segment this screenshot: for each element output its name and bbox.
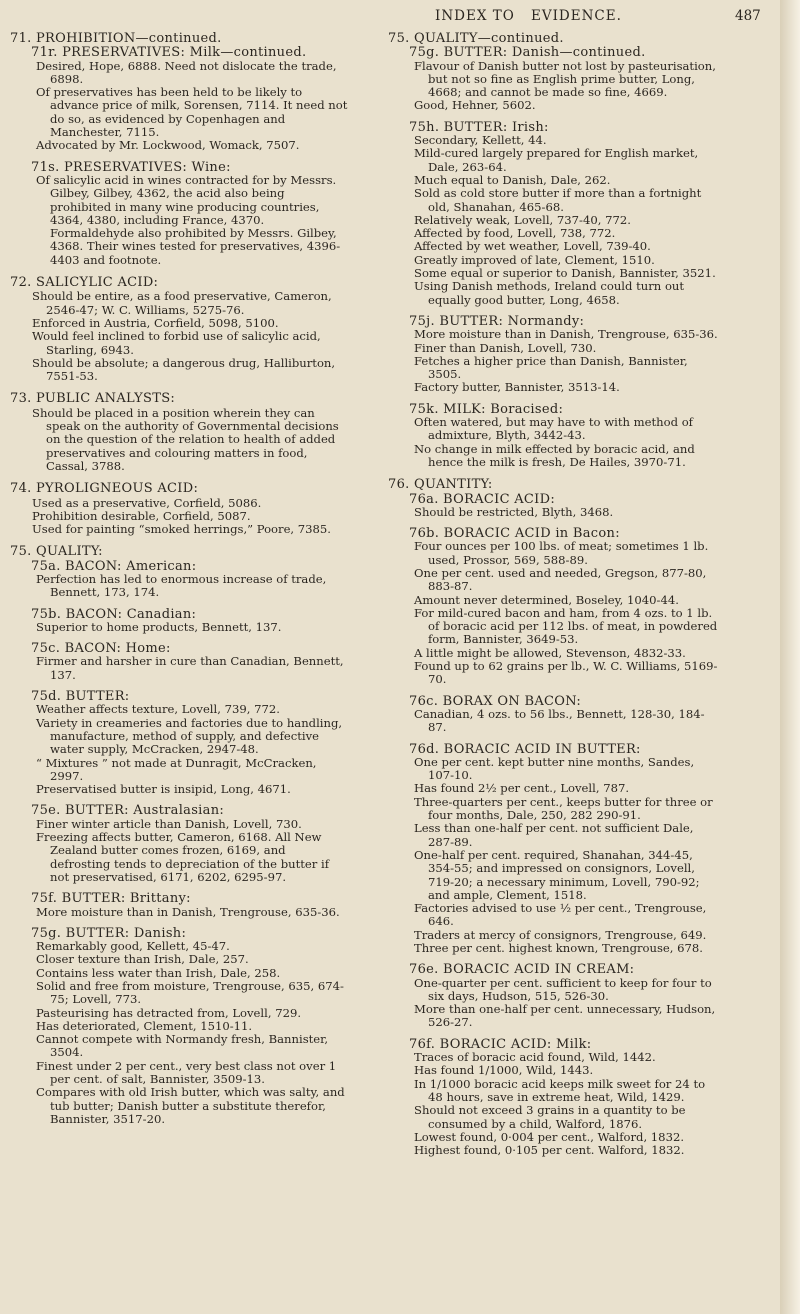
sub-entry-heading: 75g. BUTTER: Danish—continued. bbox=[409, 45, 646, 61]
sub-entry-line: Desired, Hope, 6888. Need not dislocate the trade, 6898. bbox=[36, 58, 337, 86]
entry-line: Should be absolute; a dangerous drug, Halliburton, 7551-53. bbox=[32, 355, 336, 384]
sub-entry-line: Flavour of Danish butter not lost by pasteurisation, but not so fine as English prime butter, Long, 4668; and cannot be made so fine, 4669. bbox=[414, 58, 716, 100]
sub-entry-line: Pasteurising has detracted from, Lovell, 729. bbox=[36, 1005, 302, 1020]
sub-entry-heading: 75h. BUTTER: Irish: bbox=[409, 119, 549, 135]
sub-entry-heading: 75k. MILK: Boracised: bbox=[409, 401, 564, 417]
sub-entry-line: Advocated by Mr. Lockwood, Womack, 7507. bbox=[36, 138, 300, 153]
sub-entry-line: Compares with old Irish butter, which was salty, and tub butter; Danish butter a substitute therefor, Bannister, 3517-20. bbox=[36, 1085, 345, 1126]
sub-entry-line: Sold as cold store butter if more than a fortnight old, Shanahan, 465-68. bbox=[414, 186, 702, 214]
sub-entry-line: Found up to 62 grains per lb., W. C. Williams, 5169-70. bbox=[414, 659, 718, 687]
sub-entry-line: Finer winter article than Danish, Lovell, 730. bbox=[36, 816, 302, 831]
sub-entry-line: Of preservatives has been held to be likely to advance price of milk, Sorensen, 7114. It need not do so, as evidenced by Copenhagen and Manchester, 7115. bbox=[36, 85, 348, 140]
page-number: 487 bbox=[735, 8, 761, 24]
sub-entry-line: One per cent. kept butter nine months, Sandes, 107-10. bbox=[414, 754, 695, 783]
sub-entry-line: Of salicylic acid in wines contracted for by Messrs. Gilbey, Gilbey, 4362, the acid also being prohibited in many wine producing countries, 4364, 4380, including France, 4370. Formaldehyde also prohibited by Messrs. Gilbey, 4368. Their wines tested for preservatives, 4396-4403 and footnote. bbox=[36, 172, 341, 267]
entry-heading: 76. QUANTITY: bbox=[388, 477, 493, 493]
sub-entry bbox=[10, 927, 348, 1126]
sub-entry-line: Finest under 2 per cent., very best class not over 1 per cent. of salt, Bannister, 3509-13. bbox=[36, 1058, 337, 1087]
sub-entry-line: Less than one-half per cent. not sufficient Dale, 287-89. bbox=[414, 821, 694, 849]
sub-entry-heading: 75f. BUTTER: Brittany: bbox=[31, 891, 191, 907]
sub-entry bbox=[10, 46, 348, 152]
right-column bbox=[388, 32, 722, 1166]
sub-entry-line: Has found 2½ per cent., Lovell, 787. bbox=[414, 781, 630, 796]
entry-heading: 72. SALICYLIC ACID: bbox=[10, 275, 159, 291]
header-left: INDEX TO bbox=[435, 8, 515, 24]
sub-entry-line: Using Danish methods, Ireland could turn out equally good butter, Long, 4658. bbox=[414, 279, 685, 307]
index-entry bbox=[388, 32, 722, 469]
sub-entry-heading: 71s. PRESERVATIVES: Wine: bbox=[31, 159, 231, 175]
sub-entry-line: Traders at mercy of consignors, Trengrouse, 649. bbox=[414, 927, 707, 942]
sub-entry-line: One-half per cent. required, Shanahan, 344-45, 354-55; and impressed on consignors, Lovell, 719-20; a necessary minimum, Lovell, 790-92; and ample, Clement, 1518. bbox=[414, 847, 700, 902]
sub-entry-heading: 75c. BACON: Home: bbox=[31, 641, 171, 657]
sub-entry-line: Factories advised to use ½ per cent., Trengrouse, 646. bbox=[414, 901, 707, 929]
sub-entry-heading: 76f. BORACIC ACID: Milk: bbox=[409, 1036, 592, 1052]
entry-line: Enforced in Austria, Corfield, 5098, 5100. bbox=[32, 315, 279, 330]
sub-entry-line: Freezing affects butter, Cameron, 6168. All New Zealand butter comes frozen, 6169, and defrosting tends to depreciation of the butter if not preservatised, 6171, 6202, 6295-97. bbox=[36, 830, 329, 884]
index-entry bbox=[10, 545, 348, 1126]
sub-entry-heading: 76a. BORACIC ACID: bbox=[409, 491, 556, 507]
sub-entry-line: Has deteriorated, Clement, 1510-11. bbox=[36, 1018, 253, 1033]
sub-entry bbox=[388, 963, 722, 1029]
sub-entry-line: Greatly improved of late, Clement, 1510. bbox=[414, 252, 655, 267]
sub-entry bbox=[10, 642, 348, 682]
sub-entry-line: Solid and free from moisture, Trengrouse, 635, 674-75; Lovell, 773. bbox=[36, 979, 344, 1007]
sub-entry-heading: 76e. BORACIC ACID IN CREAM: bbox=[409, 962, 635, 978]
sub-entry bbox=[10, 804, 348, 884]
sub-entry-line: Mild-cured largely prepared for English market, Dale, 263-64. bbox=[414, 146, 699, 174]
index-entry bbox=[10, 32, 348, 267]
sub-entry-line: Fetches a higher price than Danish, Bannister, 3505. bbox=[414, 353, 688, 382]
index-entry bbox=[388, 478, 722, 1157]
sub-entry bbox=[388, 121, 722, 307]
sub-entry-line: More moisture than in Danish, Trengrouse, 635-36. bbox=[36, 904, 340, 919]
sub-entry-line: A little might be allowed, Stevenson, 4832-33. bbox=[414, 645, 686, 660]
sub-entry-line: Remarkably good, Kellett, 45-47. bbox=[36, 939, 230, 954]
sub-entry bbox=[388, 743, 722, 956]
sub-entry-line: Cannot compete with Normandy fresh, Bannister, 3504. bbox=[36, 1032, 329, 1060]
entry-heading: 75. QUALITY: bbox=[10, 544, 103, 560]
sub-entry-heading: 76d. BORACIC ACID IN BUTTER: bbox=[409, 741, 641, 757]
sub-entry-line: Should not exceed 3 grains in a quantity to be consumed by a child, Walford, 1876. bbox=[414, 1103, 686, 1131]
sub-entry bbox=[388, 46, 722, 112]
index-entry bbox=[10, 482, 348, 536]
sub-entry-heading: 71r. PRESERVATIVES: Milk—continued. bbox=[31, 45, 307, 61]
sub-entry-line: Weather affects texture, Lovell, 739, 772. bbox=[36, 702, 280, 717]
sub-entry-heading: 75b. BACON: Canadian: bbox=[31, 606, 197, 622]
sub-entry-line: Contains less water than Irish, Dale, 258. bbox=[36, 965, 281, 980]
sub-entry bbox=[388, 527, 722, 687]
sub-entry-line: More moisture than in Danish, Trengrouse, 635-36. bbox=[414, 327, 718, 342]
sub-entry-heading: 75a. BACON: American: bbox=[31, 558, 197, 574]
sub-entry-line: Some equal or superior to Danish, Bannister, 3521. bbox=[414, 266, 716, 281]
sub-entry-line: Four ounces per 100 lbs. of meat; sometimes 1 lb. used, Prossor, 569, 588-89. bbox=[414, 539, 709, 567]
sub-entry bbox=[388, 403, 722, 469]
sub-entry-line: Should be restricted, Blyth, 3468. bbox=[414, 504, 614, 519]
entry-heading: 71. PROHIBITION—continued. bbox=[10, 31, 222, 46]
sub-entry-line: Traces of boracic acid found, Wild, 1442. bbox=[414, 1050, 656, 1065]
sub-entry bbox=[10, 608, 348, 635]
sub-entry-line: One-quarter per cent. sufficient to keep for four to six days, Hudson, 515, 526-30. bbox=[414, 975, 712, 1003]
sub-entry-line: Finer than Danish, Lovell, 730. bbox=[414, 340, 597, 355]
page-edge bbox=[780, 0, 800, 1314]
left-column bbox=[10, 32, 348, 1135]
entry-line: Would feel inclined to forbid use of salicylic acid, Starling, 6943. bbox=[32, 329, 321, 357]
sub-entry-line: “ Mixtures ” not made at Dunragit, McCracken, 2997. bbox=[36, 755, 317, 783]
sub-entry-line: Superior to home products, Bennett, 137. bbox=[36, 619, 282, 634]
sub-entry bbox=[388, 315, 722, 395]
index-entry bbox=[10, 276, 348, 383]
sub-entry-line: Closer texture than Irish, Dale, 257. bbox=[36, 952, 249, 967]
sub-entry-line: Good, Hehner, 5602. bbox=[414, 98, 536, 113]
entry-line: Used for painting “smoked herrings,” Poore, 7385. bbox=[32, 522, 331, 537]
entry-line: Prohibition desirable, Corfield, 5087. bbox=[32, 508, 251, 523]
sub-entry-heading: 76c. BORAX ON BACON: bbox=[409, 693, 582, 709]
entry-heading: 74. PYROLIGNEOUS ACID: bbox=[10, 481, 199, 497]
sub-entry-heading: 75g. BUTTER: Danish: bbox=[31, 925, 187, 941]
sub-entry bbox=[10, 690, 348, 796]
entry-line: Used as a preservative, Corfield, 5086. bbox=[32, 495, 262, 510]
sub-entry-line: More than one-half per cent. unnecessary, Hudson, 526-27. bbox=[414, 1002, 716, 1030]
sub-entry-line: Secondary, Kellett, 44. bbox=[414, 133, 547, 148]
sub-entry-heading: 76b. BORACIC ACID in Bacon: bbox=[409, 526, 620, 542]
sub-entry-line: Three-quarters per cent., keeps butter for three or four months, Dale, 250, 282 290-91. bbox=[414, 794, 713, 823]
entry-heading: 75. QUALITY—continued. bbox=[388, 31, 564, 46]
sub-entry bbox=[388, 493, 722, 520]
sub-entry-line: Highest found, 0·105 per cent. Walford, 1832. bbox=[414, 1143, 685, 1158]
sub-entry-line: In 1/1000 boracic acid keeps milk sweet for 24 to 48 hours, save in extreme heat, Wild, 1429. bbox=[414, 1076, 706, 1104]
sub-entry bbox=[10, 892, 348, 919]
sub-entry-heading: 75j. BUTTER: Normandy: bbox=[409, 313, 585, 329]
header-right: EVIDENCE. bbox=[531, 8, 622, 24]
running-header bbox=[0, 8, 780, 30]
sub-entry-line: Affected by food, Lovell, 738, 772. bbox=[414, 226, 616, 241]
sub-entry-line: Canadian, 4 ozs. to 56 lbs., Bennett, 128-30, 184-87. bbox=[414, 706, 705, 735]
sub-entry-line: For mild-cured bacon and ham, from 4 ozs. to 1 lb. of boracic acid per 112 lbs. of meat, in powdered form, Bannister, 3649-53. bbox=[414, 605, 718, 647]
sub-entry-line: Three per cent. highest known, Trengrouse, 678. bbox=[414, 941, 703, 955]
sub-entry-line: Variety in creameries and factories due to handling, manufacture, method of supply, and defective water supply, McCracken, 2947-48. bbox=[36, 715, 343, 757]
sub-entry-line: Firmer and harsher in cure than Canadian, Bennett, 137. bbox=[36, 654, 344, 682]
sub-entry-line: Amount never determined, Boseley, 1040-44. bbox=[414, 592, 679, 607]
entry-line: Should be entire, as a food preservative, Cameron, 2546-47; W. C. Williams, 5275-76. bbox=[32, 289, 332, 317]
sub-entry bbox=[388, 1038, 722, 1158]
sub-entry bbox=[388, 695, 722, 735]
sub-entry-heading: 75e. BUTTER: Australasian: bbox=[31, 803, 225, 819]
sub-entry bbox=[10, 161, 348, 267]
sub-entry-line: Relatively weak, Lovell, 737-40, 772. bbox=[414, 212, 631, 227]
sub-entry-line: No change in milk effected by boracic acid, and hence the milk is fresh, De Hailes, 3970-71. bbox=[414, 441, 695, 469]
sub-entry-line: Affected by wet weather, Lovell, 739-40. bbox=[414, 239, 651, 254]
sub-entry bbox=[10, 560, 348, 600]
sub-entry-line: Often watered, but may have to with method of admixture, Blyth, 3442-43. bbox=[414, 415, 693, 443]
entry-heading: 73. PUBLIC ANALYSTS: bbox=[10, 391, 176, 407]
sub-entry-line: Preservatised butter is insipid, Long, 4671. bbox=[36, 782, 291, 797]
sub-entry-line: Factory butter, Bannister, 3513-14. bbox=[414, 380, 620, 395]
sub-entry-line: Much equal to Danish, Dale, 262. bbox=[414, 172, 611, 187]
sub-entry-line: One per cent. used and needed, Gregson, 877-80, 883-87. bbox=[414, 565, 707, 594]
sub-entry-line: Perfection has led to enormous increase of trade, Bennett, 173, 174. bbox=[36, 571, 327, 600]
sub-entry-line: Has found 1/1000, Wild, 1443. bbox=[414, 1063, 594, 1078]
sub-entry-line: Lowest found, 0·004 per cent., Walford, 1832. bbox=[414, 1129, 685, 1144]
sub-entry-heading: 75d. BUTTER: bbox=[31, 689, 130, 705]
entry-line: Should be placed in a position wherein they can speak on the authority of Governmental decisions on the question of the relation to health of added preservatives and colouring matters in food, Cassal, 3788. bbox=[32, 405, 339, 473]
index-entry bbox=[10, 392, 348, 473]
